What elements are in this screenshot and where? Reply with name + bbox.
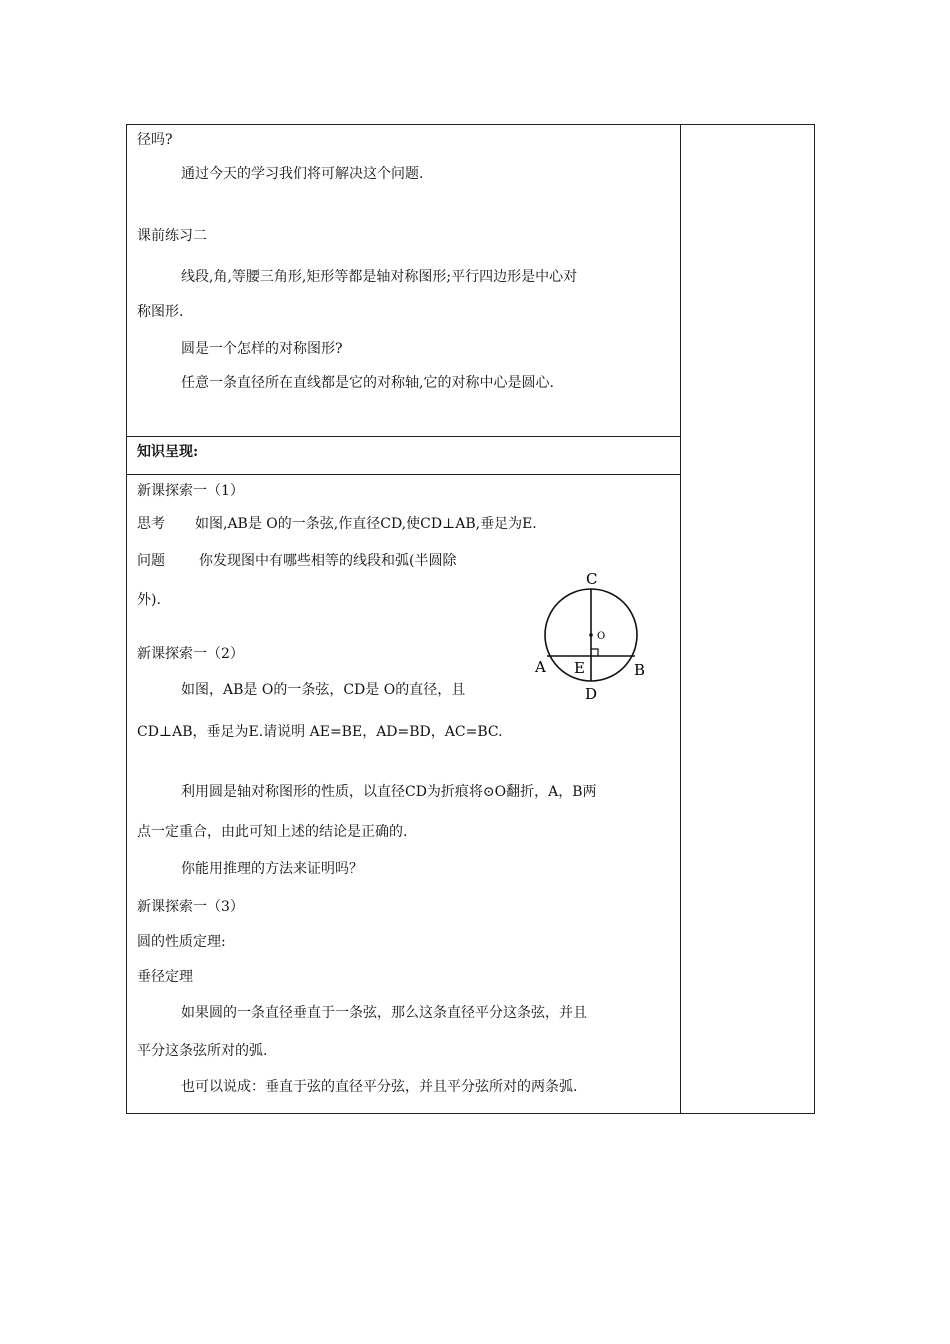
theorem-line-1: 如果圆的一条直径垂直于一条弦，那么这条直径平分这条弦，并且 — [181, 1005, 587, 1021]
fold-line-2: 点一定重合，由此可知上述的结论是正确的. — [137, 824, 408, 840]
question-text-2: 外). — [137, 592, 161, 608]
explore2-title: 新课探索一（2） — [137, 646, 244, 662]
top-line-2: 通过今天的学习我们将可解决这个问题. — [181, 166, 424, 182]
row-divider-2 — [127, 474, 681, 475]
theorem-line-2: 平分这条弦所对的弧. — [137, 1043, 268, 1059]
theorem-name: 垂径定理 — [137, 969, 193, 985]
practice-paragraph-line-1: 线段,角,等腰三角形,矩形等都是轴对称图形;平行四边形是中心对 — [181, 269, 578, 285]
practice-paragraph-line-2: 称图形. — [137, 304, 184, 320]
explore1-title: 新课探索一（1） — [137, 483, 244, 499]
section-header: 知识呈现: — [137, 444, 199, 460]
think-text: 如图,AB是 O的一条弦,作直径CD,使CD⊥AB,垂足为E. — [195, 516, 537, 532]
label-c: C — [586, 570, 598, 588]
question-text: 你发现图中有哪些相等的线段和弧(半圆除 — [199, 553, 457, 569]
circle-diagram — [525, 565, 655, 710]
label-e: E — [574, 659, 585, 677]
label-o: O — [597, 631, 606, 642]
theorem-restatement: 也可以说成：垂直于弦的直径平分弦，并且平分弦所对的两条弧. — [181, 1079, 578, 1095]
center-point — [589, 633, 593, 637]
right-angle-mark — [591, 649, 598, 656]
question-label: 问题 — [137, 553, 165, 569]
top-line-1: 径吗? — [137, 132, 173, 148]
explore3-subtitle: 圆的性质定理: — [137, 934, 226, 950]
label-b: B — [634, 661, 646, 679]
practice-question: 圆是一个怎样的对称图形? — [181, 341, 343, 357]
label-d: D — [585, 685, 598, 703]
column-divider — [680, 125, 681, 1113]
fold-line-1: 利用圆是轴对称图形的性质，以直径CD为折痕将⊙O翻折，A，B两 — [181, 784, 597, 800]
practice-answer: 任意一条直径所在直线都是它的对称轴,它的对称中心是圆心. — [181, 375, 554, 391]
label-a: A — [535, 658, 546, 676]
row-divider-1 — [127, 436, 681, 437]
explore3-title: 新课探索一（3） — [137, 899, 244, 915]
think-label: 思考 — [137, 516, 165, 532]
lesson-table — [126, 124, 815, 1114]
explore2-line-1: 如图，AB是 O的一条弦，CD是 O的直径，且 — [181, 682, 466, 698]
proof-question: 你能用推理的方法来证明吗？ — [181, 861, 363, 877]
explore2-line-2: CD⊥AB，垂足为E.请说明 AE=BE，AD=BD，AC=BC. — [137, 724, 503, 740]
practice-title: 课前练习二 — [137, 228, 207, 244]
